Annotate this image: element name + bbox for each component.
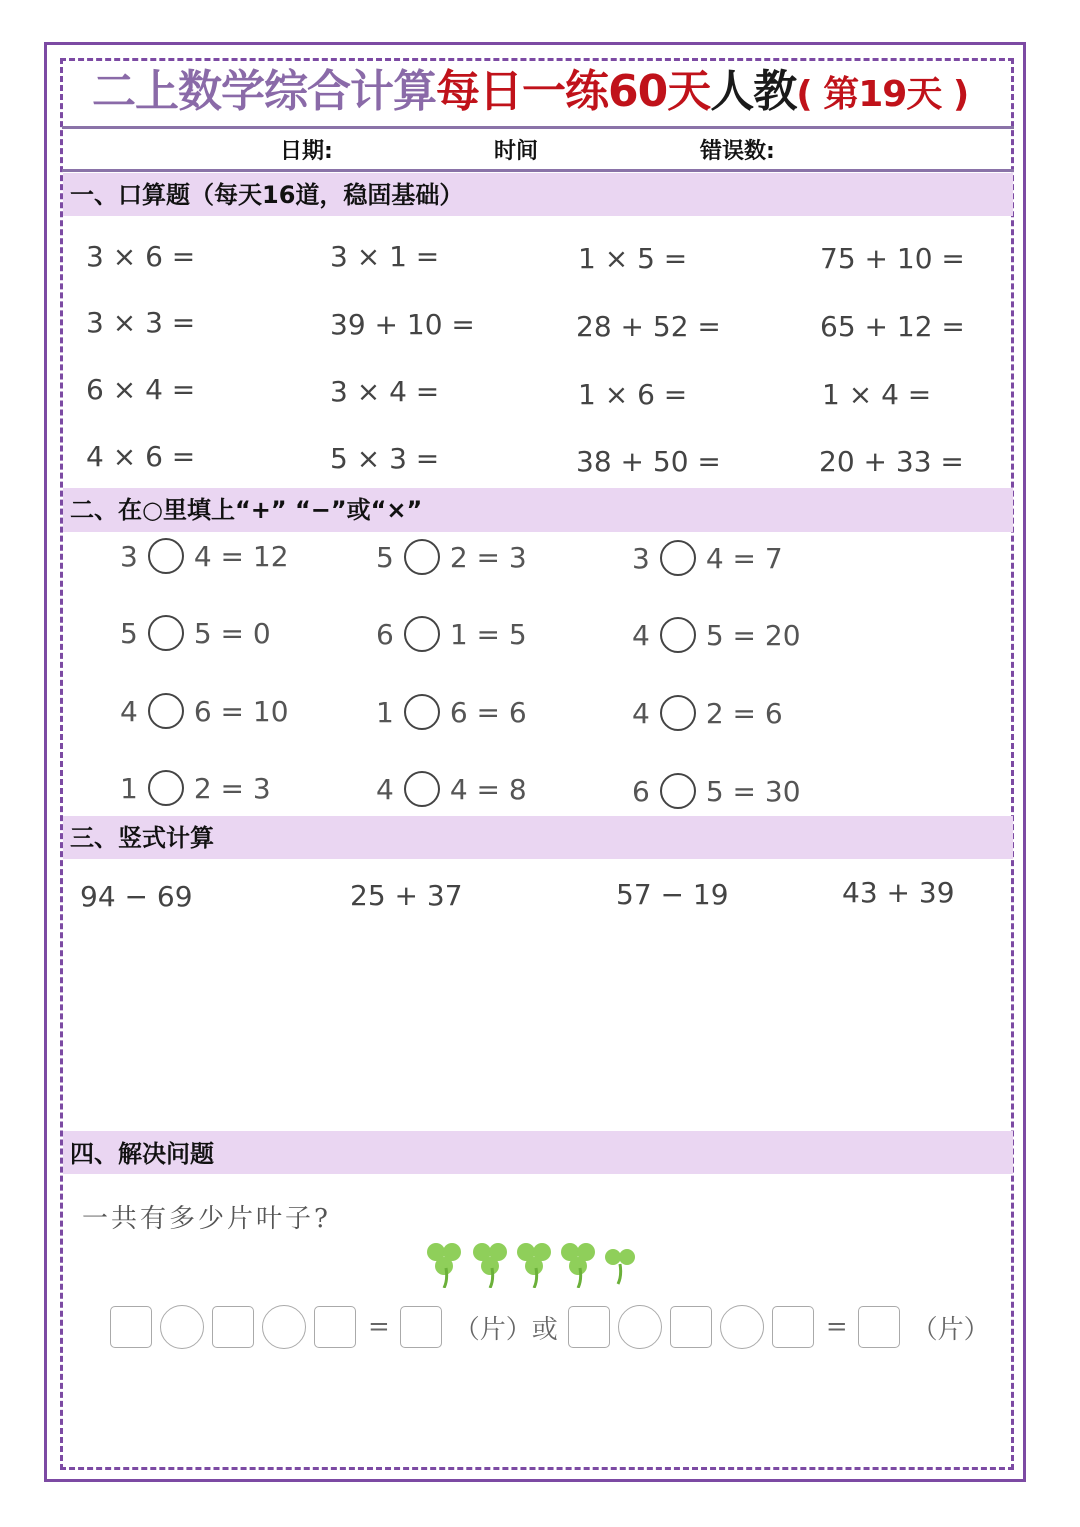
equals-sign: = — [825, 1312, 848, 1342]
answer-circle[interactable] — [262, 1305, 306, 1349]
title-part-3: 人教 — [710, 66, 797, 117]
operator-circle[interactable] — [148, 770, 184, 806]
unit-label: （片） — [911, 1314, 990, 1345]
oral-problem: 3 × 3 = — [86, 306, 196, 339]
vertical-problem: 57 − 19 — [616, 878, 729, 911]
clover-leaves-illustration — [420, 1232, 650, 1288]
answer-box[interactable] — [110, 1306, 152, 1348]
operator-problem — [376, 692, 527, 732]
operator-circle[interactable] — [404, 539, 440, 575]
operator-problem — [120, 691, 289, 731]
operand-left: 6 — [376, 617, 394, 651]
answer-circle[interactable] — [160, 1305, 204, 1349]
operand-right: 2 = 6 — [705, 696, 783, 730]
answer-box[interactable] — [670, 1306, 712, 1348]
clover-icon — [427, 1243, 461, 1288]
operator-circle[interactable] — [148, 615, 184, 651]
oral-problem: 20 + 33 = — [819, 445, 964, 478]
time-label: 时间 — [494, 139, 539, 164]
answer-box[interactable] — [568, 1306, 610, 1348]
clover-icon — [473, 1243, 507, 1288]
oral-problem: 4 × 6 = — [86, 440, 196, 473]
answer-box[interactable] — [314, 1306, 356, 1348]
operand-right: 2 = 3 — [193, 771, 271, 805]
oral-problem: 5 × 3 = — [330, 442, 440, 475]
operand-right: 6 = 10 — [193, 694, 289, 728]
vertical-problem: 25 + 37 — [350, 879, 463, 912]
answer-box[interactable] — [212, 1306, 254, 1348]
page-title — [92, 64, 968, 123]
oral-problem: 75 + 10 = — [820, 242, 965, 275]
answer-box[interactable] — [772, 1306, 814, 1348]
operator-problem — [632, 615, 801, 655]
section3-title: 三、竖式计算 — [70, 824, 214, 852]
header-bottom-rule — [62, 169, 1014, 172]
operand-right: 4 = 8 — [449, 772, 527, 806]
operand-left: 4 — [376, 772, 394, 806]
oral-problem: 6 × 4 = — [86, 373, 196, 406]
operator-circle[interactable] — [404, 771, 440, 807]
operand-left: 4 — [632, 696, 650, 730]
title-part-2: 每日一练60天 — [436, 66, 711, 117]
operator-circle[interactable] — [404, 694, 440, 730]
answer-box[interactable] — [858, 1306, 900, 1348]
title-day: ( 第19天 ) — [796, 74, 969, 115]
answer-circle[interactable] — [618, 1305, 662, 1349]
operand-right: 4 = 12 — [193, 539, 289, 573]
operand-right: 5 = 30 — [705, 774, 801, 808]
oral-problem: 39 + 10 = — [330, 308, 475, 341]
title-part-1: 二上数学综合计算 — [92, 66, 436, 117]
operator-problem — [120, 768, 271, 808]
section2-title: 二、在○里填上“+” “−”或“×” — [70, 496, 423, 524]
operand-left: 5 — [120, 616, 138, 650]
oral-problem: 3 × 1 = — [330, 240, 440, 273]
oral-problem: 3 × 6 = — [86, 240, 196, 273]
operand-left: 5 — [376, 540, 394, 574]
clover-icon — [605, 1249, 635, 1284]
operand-left: 3 — [632, 541, 650, 575]
oral-problem: 28 + 52 = — [576, 310, 721, 343]
equals-sign: = — [368, 1312, 390, 1342]
vertical-problem: 94 − 69 — [80, 880, 193, 913]
operator-problem — [632, 538, 783, 578]
operand-right: 1 = 5 — [449, 617, 527, 651]
operator-problem — [120, 536, 289, 576]
oral-problem: 3 × 4 = — [330, 375, 440, 408]
errors-label: 错误数: — [700, 139, 775, 164]
operator-problem — [120, 613, 271, 653]
vertical-problem: 43 + 39 — [842, 876, 955, 909]
answer-row — [110, 1304, 1000, 1350]
answer-circle[interactable] — [720, 1305, 764, 1349]
operand-left: 3 — [120, 539, 138, 573]
operator-circle[interactable] — [660, 540, 696, 576]
operand-right: 4 = 7 — [705, 541, 783, 575]
operand-left: 4 — [632, 618, 650, 652]
operand-right: 6 = 6 — [449, 695, 527, 729]
operator-circle[interactable] — [404, 616, 440, 652]
operator-circle[interactable] — [148, 693, 184, 729]
date-label: 日期: — [280, 139, 333, 164]
operand-left: 1 — [376, 695, 394, 729]
operand-right: 5 = 0 — [193, 616, 271, 650]
operator-problem — [376, 537, 527, 577]
operator-problem — [632, 771, 801, 811]
header-top-rule — [62, 126, 1014, 129]
oral-problem: 1 × 5 = — [578, 242, 688, 275]
oral-problem: 65 + 12 = — [820, 310, 965, 343]
operand-right: 5 = 20 — [705, 618, 801, 652]
clover-icon — [561, 1243, 595, 1288]
operand-left: 4 — [120, 694, 138, 728]
word-problem-question: 一共有多少片叶子? — [82, 1204, 331, 1234]
operand-left: 6 — [632, 774, 650, 808]
answer-box[interactable] — [400, 1306, 442, 1348]
section1-title: 一、口算题（每天16道，稳固基础） — [70, 181, 464, 209]
operand-left: 1 — [120, 771, 138, 805]
operator-problem — [376, 769, 527, 809]
unit-or-label: （片）或 — [453, 1314, 558, 1345]
operator-circle[interactable] — [660, 617, 696, 653]
oral-problem: 1 × 6 = — [578, 378, 688, 411]
operator-problem — [632, 693, 783, 733]
operator-circle[interactable] — [660, 695, 696, 731]
oral-problem: 38 + 50 = — [576, 445, 721, 478]
oral-problem: 1 × 4 = — [822, 378, 932, 411]
operator-circle[interactable] — [660, 773, 696, 809]
operand-right: 2 = 3 — [449, 540, 527, 574]
clover-icon — [517, 1243, 551, 1288]
section4-title: 四、解决问题 — [70, 1140, 214, 1168]
operator-problem — [376, 614, 527, 654]
operator-circle[interactable] — [148, 538, 184, 574]
